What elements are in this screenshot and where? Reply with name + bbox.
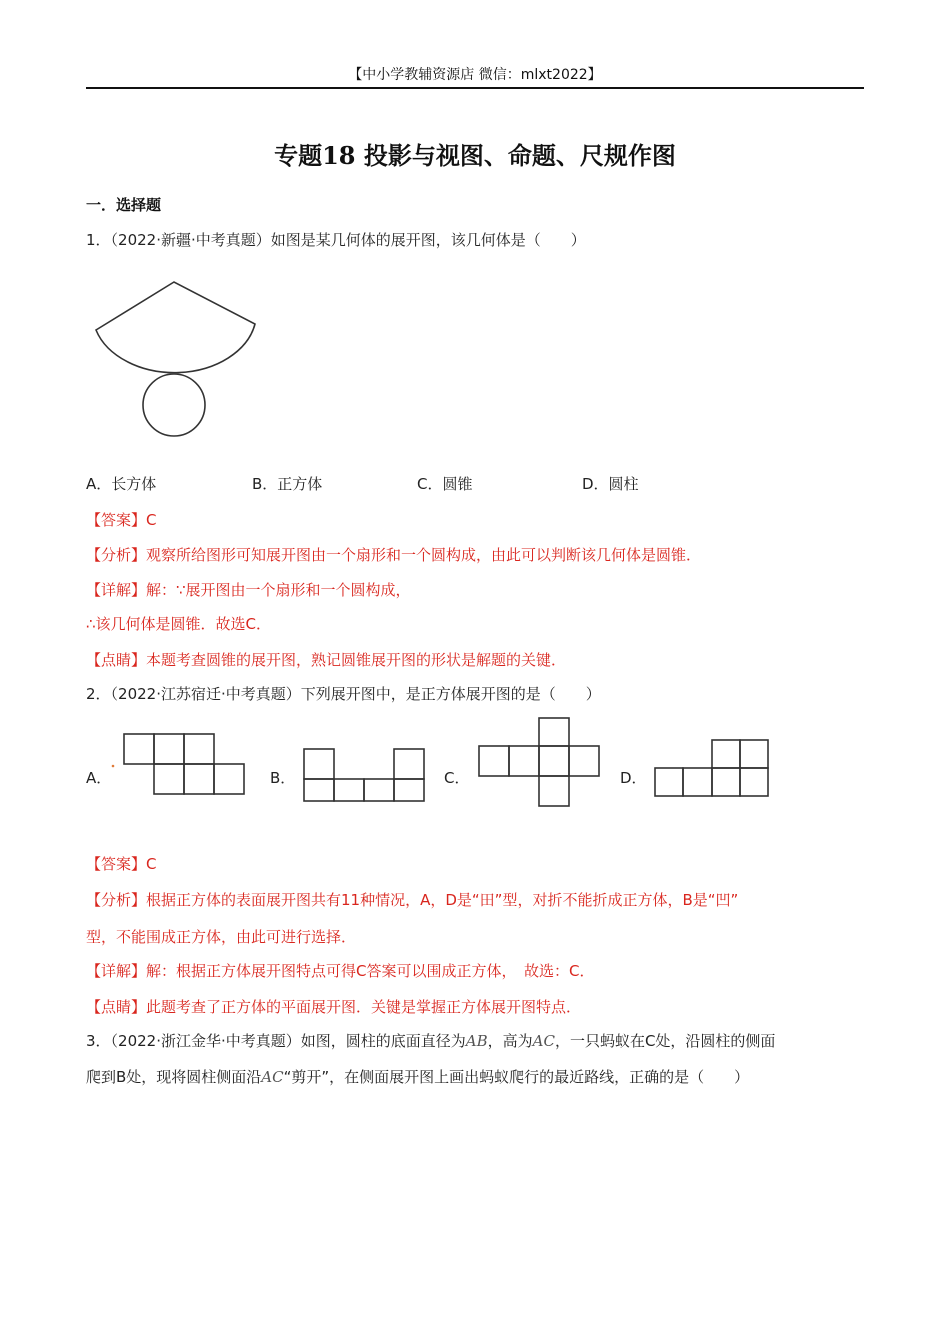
- q2-label-c: C．: [444, 769, 470, 787]
- q1-option-a: A．长方体: [86, 475, 157, 493]
- q2-analysis-line2: 型，不能围成正方体，由此可进行选择．: [86, 928, 357, 946]
- q2-speck-dot: [112, 765, 115, 768]
- q3-math-ac: AC: [532, 1032, 555, 1050]
- q2-net-b: [304, 749, 424, 801]
- q2-stem: 2．（2022·江苏宿迁·中考真题）下列展开图中，是正方体展开图的是（ ）: [86, 685, 601, 703]
- q3-math-ab: AB: [465, 1032, 488, 1050]
- q2-label-a: A．: [86, 769, 112, 787]
- q2-net-c: [479, 718, 599, 806]
- page-title: 专题18 投影与视图、命题、尺规作图: [274, 141, 676, 170]
- q2-comment: 【点睛】此题考查了正方体的平面展开图．关键是掌握正方体展开图特点．: [86, 998, 582, 1016]
- q3-text-c: ，一只蚂蚁在C处，沿圆柱的侧面: [554, 1032, 776, 1050]
- q1-detail-line2: ∴该几何体是圆锥．故选C．: [86, 615, 272, 633]
- q3-text-b: ，高为: [487, 1032, 533, 1050]
- q1-comment: 【点睛】本题考查圆锥的展开图，熟记圆锥展开图的形状是解题的关键．: [86, 651, 567, 669]
- q3-stem-line1: [86, 1030, 775, 1051]
- q3-stem-line2: [86, 1066, 749, 1087]
- q3-text-d: 爬到B处，现将圆柱侧面沿: [86, 1068, 262, 1086]
- q1-option-c: C．圆锥: [417, 475, 473, 493]
- q2-label-d: D．: [620, 769, 647, 787]
- q2-net-a: [124, 734, 244, 794]
- q2-analysis-line1: 【分析】根据正方体的表面展开图共有11种情况，A，D是“田”型，对折不能折成正方体，B是“凹”: [86, 891, 739, 909]
- q2-label-b: B．: [270, 769, 296, 787]
- section-heading: 一．选择题: [86, 196, 162, 214]
- q1-analysis: 【分析】观察所给图形可知展开图由一个扇形和一个圆构成，由此可以判断该几何体是圆锥．: [86, 546, 702, 564]
- q3-math-ac-2: AC: [261, 1068, 284, 1086]
- q1-stem: 1．（2022·新疆·中考真题）如图是某几何体的展开图，该几何体是（ ）: [86, 231, 586, 249]
- q2-detail: 【详解】解：根据正方体展开图特点可得C答案可以围成正方体， 故选：C．: [86, 962, 595, 980]
- q1-answer: 【答案】C: [86, 511, 157, 529]
- q3-text-e: “剪开”，在侧面展开图上画出蚂蚁爬行的最近路线，正确的是（ ）: [283, 1068, 750, 1086]
- q1-option-b: B．正方体: [252, 475, 323, 493]
- page-header: 【中小学教辅资源店 微信：mlxt2022】: [348, 67, 602, 83]
- q1-option-d: D．圆柱: [582, 475, 639, 493]
- q3-text-a: 3．（2022·浙江金华·中考真题）如图，圆柱的底面直径为: [86, 1032, 466, 1050]
- q2-net-d: [655, 740, 768, 796]
- q2-answer: 【答案】C: [86, 855, 157, 873]
- q1-detail-line1: 【详解】解：∵展开图由一个扇形和一个圆构成，: [86, 581, 411, 599]
